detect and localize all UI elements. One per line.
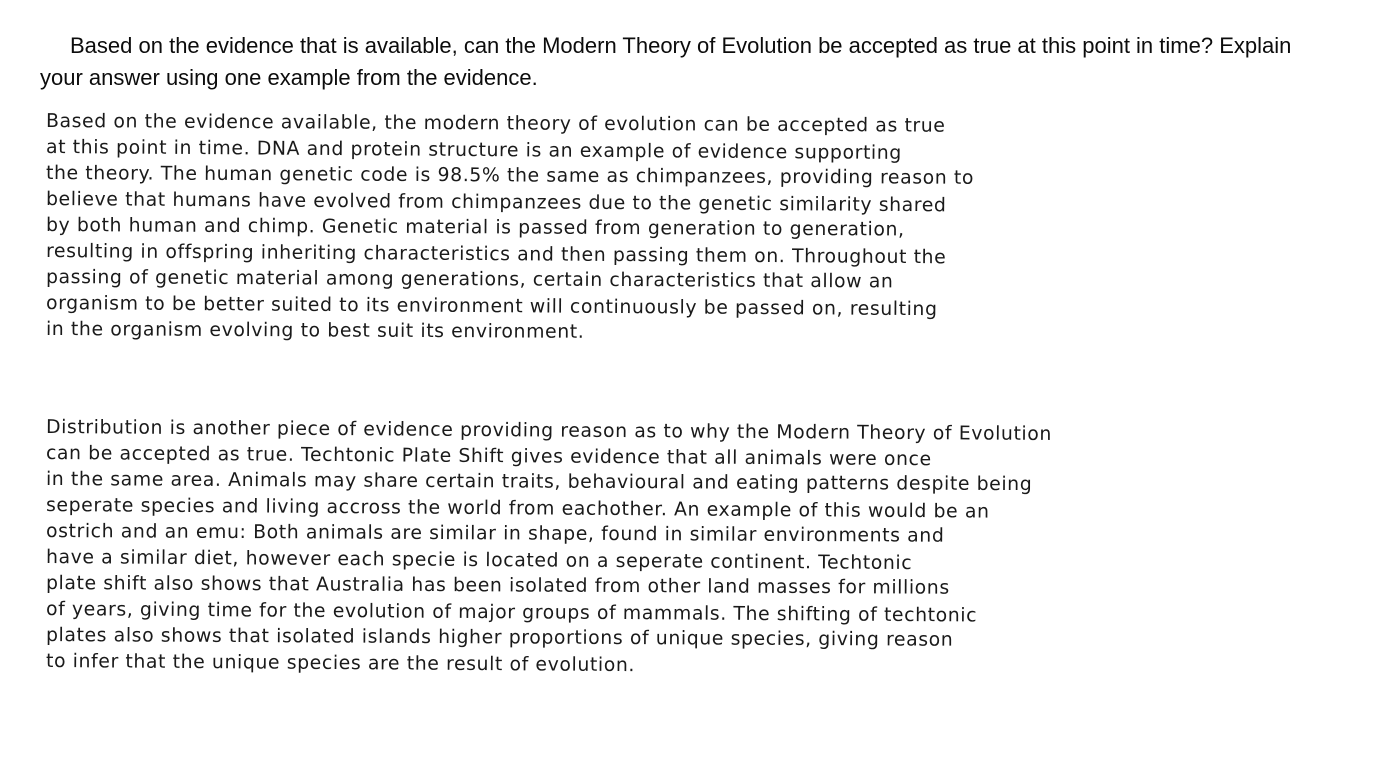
answer-line: seperate species and living accross the world from eachother. An example of this would be an [45,494,990,523]
answer-line: of years, giving time for the evolution of major groups of mammals. The shifting of techtonic [45,598,978,627]
answer-line: plates also shows that isolated islands higher proportions of unique species, giving reason [45,624,954,651]
answer-line: Based on the evidence available, the modern theory of evolution can be accepted as true [45,110,946,137]
answer-line: in the same area. Animals may share certain traits, behavioural and eating patterns despite being [45,468,1033,496]
answer-line: organism to be better suited to its environment will continuously be passed on, resulting [45,292,938,321]
answer-line: ostrich and an emu: Both animals are similar in shape, found in similar environments and [45,520,945,547]
answer-paragraph-1 [46,108,1346,342]
answer-line: the theory. The human genetic code is 98.5% the same as chimpanzees, providing reason to [45,162,975,189]
answer-line: can be accepted as true. Techtonic Plate Shift gives evidence that all animals were once [45,442,932,471]
answer-line: believe that humans have evolved from chimpanzees due to the genetic similarity shared [45,188,947,217]
answer-line: to infer that the unique species are the result of evolution. [45,650,636,677]
question-prompt: Based on the evidence that is available, can the Modern Theory of Evolution be accepted as true at this point in time? Explain your answer using one example from the evidence. [40,33,1292,90]
answer-line: have a similar diet, however each specie is located on a seperate continent. Techtonic [45,546,913,575]
answer-line: passing of genetic material among generations, certain characteristics that allow an [45,266,894,293]
answer-line: by both human and chimp. Genetic material is passed from generation to generation, [45,214,905,241]
answer-line: in the organism evolving to best suit its environment. [45,318,585,343]
answer-paragraph-2 [45,414,1346,677]
answer-line: plate shift also shows that Australia has been isolated from other land masses for millions [45,572,950,599]
answer-line: resulting in offspring inheriting characteristics and then passing them on. Throughout the [45,240,947,269]
answer-line: Distribution is another piece of evidence providing reason as to why the Modern Theory of Evolution [45,416,1053,446]
answer-line: at this point in time. DNA and protein structure is an example of evidence supporting [45,136,902,164]
